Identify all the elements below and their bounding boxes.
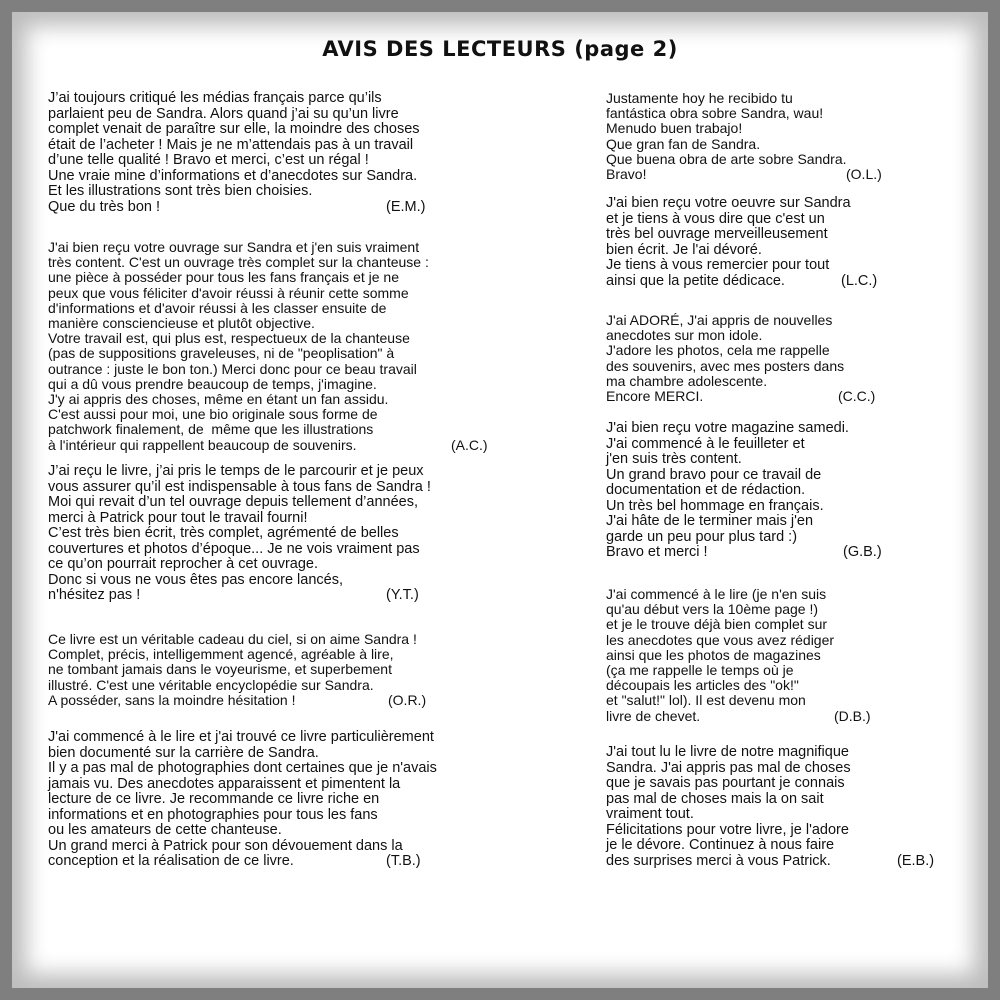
review-line: couvertures et photos d’époque... Je ne vois vraiment pas — [48, 540, 420, 557]
review-line: Un grand bravo pour ce travail de — [606, 466, 822, 483]
review-line: complet venait de paraître sur elle, la moindre des choses — [48, 121, 420, 137]
review-line: ainsi que les photos de magazines — [606, 646, 821, 663]
review-line: Une vraie mine d’informations et d’anecdotes sur Sandra. — [48, 167, 418, 184]
review-line: n'hésitez pas ! — [48, 587, 141, 603]
review-line: J’ai reçu le livre, j’ai pris le temps de le parcourir et je peux — [48, 463, 424, 479]
review-yt — [48, 464, 431, 604]
review-line: peux que vous féliciter d'avoir réussi à réunir cette somme — [48, 284, 409, 301]
review-signature: (O.L.) — [846, 166, 882, 182]
review-line: Encore MERCI. — [606, 388, 704, 405]
review-cc — [606, 312, 876, 405]
review-line: (ça me rappelle le temps où je — [606, 662, 794, 679]
review-line: garde un peu pour plus tard :) — [606, 528, 798, 545]
review-line: J'y ai appris des choses, même en étant un fan assidu. — [48, 391, 389, 408]
review-line: C’est très bien écrit, très complet, agrémenté de belles — [48, 525, 399, 541]
review-line: Menudo buen trabajo! — [606, 120, 743, 137]
review-line: Sandra. J'ai appris pas mal de choses — [606, 759, 851, 776]
review-line: Moi qui revait d’un tel ouvrage depuis tellement d’années, — [48, 494, 418, 510]
review-db — [606, 586, 871, 724]
review-line: Un très bel hommage en français. — [606, 497, 824, 514]
review-line: J'ai bien reçu votre ouvrage sur Sandra et j'en suis vraiment — [48, 239, 420, 255]
review-line: des surprises merci à vous Patrick. — [606, 852, 831, 869]
review-line: Bravo et merci ! — [606, 544, 708, 560]
review-line: jamais vu. Des anecdotes apparaissent et pimentent la — [48, 775, 401, 792]
review-line: je le dévore. Continuez à nous faire — [606, 837, 835, 853]
review-line: Que du très bon ! — [48, 198, 161, 215]
review-line: J’ai toujours critiqué les médias français parce qu’ils — [48, 90, 382, 106]
review-signature: (A.C.) — [451, 436, 488, 453]
review-line: A posséder, sans la moindre hésitation ! — [48, 691, 296, 708]
review-line: bien documenté sur la carrière de Sandra. — [48, 744, 319, 761]
review-or — [48, 631, 427, 708]
review-line: et je le trouve déjà bien complet sur — [606, 616, 828, 633]
review-signature: (Y.T.) — [386, 587, 419, 603]
review-line: ainsi que la petite dédicace. — [606, 272, 785, 289]
review-em — [48, 90, 426, 215]
review-line: et "salut!" lol). Il est devenu mon — [606, 692, 806, 709]
review-signature: (L.C.) — [841, 272, 878, 289]
review-line: fantástica obra sobre Sandra, wau! — [606, 105, 824, 122]
review-line: une pièce à posséder pour tous les fans français et je ne — [48, 269, 399, 286]
review-line: (pas de suppositions graveleuses, ni de "peoplisation" à — [48, 345, 395, 362]
review-line: qui a dû vous prendre beaucoup de temps, j'imagine. — [48, 375, 377, 392]
review-line: C'est aussi pour moi, une bio originale sous forme de — [48, 406, 378, 423]
review-line: J'ai tout lu le livre de notre magnifique — [606, 744, 849, 760]
review-line: que je savais pas pourtant je connais — [606, 775, 845, 791]
review-line: ou les amateurs de cette chanteuse. — [48, 822, 282, 838]
review-line: à l'intérieur qui rappellent beaucoup de souvenirs. — [48, 436, 357, 453]
review-line: Votre travail est, qui plus est, respectueux de la chanteuse — [48, 330, 410, 347]
review-line: illustré. C'est une véritable encyclopédie sur Sandra. — [48, 676, 374, 693]
review-ol — [606, 90, 882, 183]
review-tb — [48, 730, 437, 870]
review-line: J'ai commencé à le lire (je n'en suis — [606, 586, 827, 602]
review-line: J'ai commencé à le feuilleter et — [606, 435, 805, 452]
review-line: anecdotes sur mon idole. — [606, 327, 763, 344]
review-line: J'adore les photos, cela me rappelle — [606, 342, 830, 359]
review-ac — [48, 239, 488, 453]
page-title: AVIS DES LECTEURS (page 2) — [322, 37, 678, 61]
review-line: parlaient peu de Sandra. Alors quand j’ai su qu’un livre — [48, 105, 399, 122]
review-line: merci à Patrick pour tout le travail fourni! — [48, 509, 308, 526]
review-line: bien écrit. Je l'ai dévoré. — [606, 241, 762, 258]
review-line: ne tombant jamais dans le voyeurisme, et superbement — [48, 661, 392, 678]
review-line: qu'au début vers la 10ème page !) — [606, 601, 819, 618]
review-line: très content. C'est un ouvrage très complet sur la chanteuse : — [48, 254, 429, 271]
review-line: J'ai bien reçu votre magazine samedi. — [606, 420, 849, 436]
review-line: Que gran fan de Sandra. — [606, 135, 761, 152]
review-signature: (O.R.) — [388, 691, 427, 708]
review-line: Donc si vous ne vous êtes pas encore lancés, — [48, 571, 343, 588]
review-line: vraiment tout. — [606, 806, 694, 822]
review-signature: (E.B.) — [897, 852, 935, 869]
review-line: Bravo! — [606, 166, 647, 183]
review-line: J'ai hâte de le terminer mais j'en — [606, 513, 814, 529]
review-line: Je tiens à vous remercier pour tout — [606, 257, 830, 273]
review-lc — [606, 195, 878, 289]
review-line: pas mal de choses mais la on sait — [606, 790, 824, 807]
review-eb — [606, 744, 935, 869]
review-line: patchwork finalement, de même que les illustrations — [48, 421, 374, 438]
review-line: J'ai commencé à le lire et j'ai trouvé ce livre particulièrement — [48, 729, 434, 745]
review-line: Ce livre est un véritable cadeau du ciel, si on aime Sandra ! — [48, 631, 417, 647]
review-line: manière consciencieuse et plutôt objective. — [48, 315, 315, 332]
review-line: des souvenirs, avec mes posters dans — [606, 357, 845, 374]
review-line: documentation et de rédaction. — [606, 482, 806, 498]
review-line: Complet, précis, intelligemment agencé, agréable à lire, — [48, 646, 394, 663]
review-line: Félicitations pour votre livre, je l'adore — [606, 821, 849, 838]
review-signature: (C.C.) — [838, 388, 876, 404]
review-line: Il y a pas mal de photographies dont certaines que je n'avais — [48, 760, 437, 776]
review-signature: (D.B.) — [834, 707, 871, 724]
review-signature: (G.B.) — [843, 544, 882, 560]
review-line: livre de chevet. — [606, 707, 701, 724]
review-line: vous assurer qu’il est indispensable à tous fans de Sandra ! — [48, 478, 431, 495]
review-gb — [606, 420, 882, 561]
review-line: d’une telle qualité ! Bravo et merci, c’est un régal ! — [48, 152, 369, 168]
review-line: les anecdotes que vous avez rédiger — [606, 631, 835, 648]
review-line: découpais les articles des "ok!" — [606, 677, 799, 694]
review-line: ce qu’on pourrait reprocher à cet ouvrage. — [48, 556, 319, 572]
review-line: lecture de ce livre. Je recommande ce livre riche en — [48, 791, 380, 807]
review-line: Que buena obra de arte sobre Sandra. — [606, 150, 847, 167]
review-line: et je tiens à vous dire que c'est un — [606, 210, 825, 227]
review-signature: (E.M.) — [386, 198, 426, 215]
review-line: Et les illustrations sont très bien choisies. — [48, 183, 313, 199]
review-line: conception et la réalisation de ce livre. — [48, 853, 294, 869]
review-line: J'ai ADORÉ, J'ai appris de nouvelles — [606, 312, 833, 328]
review-line: ma chambre adolescente. — [606, 372, 768, 389]
review-line: Un grand merci à Patrick pour son dévouement dans la — [48, 837, 403, 854]
review-line: informations et en photographies pour tous les fans — [48, 806, 378, 823]
review-signature: (T.B.) — [386, 853, 421, 869]
review-line: j'en suis très content. — [606, 451, 742, 467]
review-line: outrance : juste le bon ton.) Merci donc pour ce beau travail — [48, 360, 417, 377]
review-line: était de l’acheter ! Mais je ne m’attendais pas à un travail — [48, 136, 414, 153]
review-line: Justamente hoy he recibido tu — [606, 90, 793, 106]
review-line: très bel ouvrage merveilleusement — [606, 226, 828, 242]
review-line: d'informations et d'avoir réussi à les classer ensuite de — [48, 299, 387, 316]
review-line: J'ai bien reçu votre oeuvre sur Sandra — [606, 195, 851, 211]
